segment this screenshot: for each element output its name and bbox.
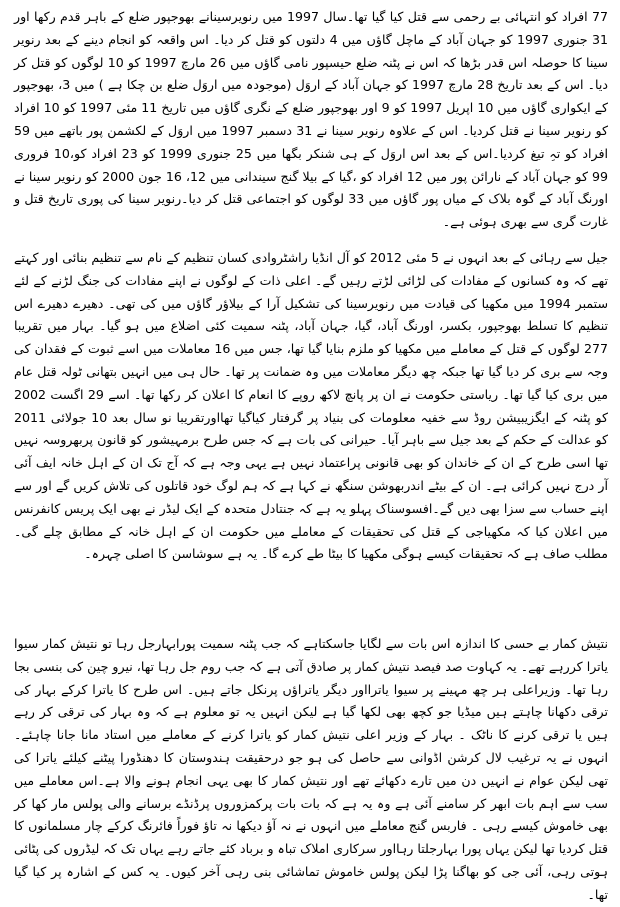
paragraph-nitish-kumar-yatra: نتیش کمار بے حسی کا اندازہ اس بات سے لگایا جاسکتاہے کہ جب پٹنہ سمیت پورابہارجل رہا تو نتیش کمار سیوا یاترا کررہے تھے۔ یہ کہاوت صد فیصد نتیش کمار پر صادق آتی ہے کہ جب روم جل رہا تھا، نیرو چین کی بنسی بجا رہا تھا۔ وزیراعلی ہر چھ مہینے پر سیوا یاترااور دیگر یاتراؤں پرنکل جاتے ہیں۔ اس طرح کا یاترا کرکے بہار کی ترقی دکھانا چاہتے ہیں میڈیا جو کچھ بھی لکھا گیا ہے لیکن انہیں یہ تو معلوم ہے کہ وہ بہار کی ترقی کر رہے ہیں یا ترقی کرنے کا ناٹک ۔ بہار کے وزیر اعلی نتیش کمار کو یاترا کرنے کے معاملے میں استاد مانا جانا چاہئے۔انہوں نے یہ ترغیب لال کرشن اڈوانی سے حاصل کی ہو جو درحقیقت ہندوستان کا دھنڈورا پیٹنے کیلئے یاترا کی تھی لیکن عوام نے انہیں دن میں تارے دکھائے تھے اور نتیش کمار کا بھی یہی انجام ہونے والا ہے۔اس معاملے میں سب سے اہم بات ابھر کر سامنے آئی ہے وہ یہ ہے کہ بات بات پرکمزوروں پرڈنڈے برسانے والی پولس مار کھا کر بھی خاموش کیسے رہی ۔ فاربس گنج معاملے میں انہوں نے نہ آؤ دیکھا نہ تاؤ فوراً فائرنگ کرکے چار مسلمانوں کا قتل کردیا تھا لیکن یہاں پورا بہارجلتا رہااور سرکاری املاک تباہ و برباد کئے جاتے رہے یہاں تک کہ لیڈروں کی پٹائی ہوتی رہی، آئی جی کو بھاگنا پڑا لیکن پولس خاموش تماشائی بنی رہی آخر کیوں۔ یہ کس کے اشارہ پر کیا گیا تھا۔ [14,636,608,902]
paragraph-mukhiya-organization: جیل سے رہائی کے بعد انہوں نے 5 مئی 2012 کو آل انڈیا راشٹروادی کسان تنظیم کے نام سے تنظیم بنائی اور کہتے تھے کہ وہ کسانوں کے مفادات کی لڑائی لڑتے رہیں گے۔ اعلی ذات کے لوگوں نے اپنے مفادات کی جنگ لڑنے کے لئے ستمبر 1994 میں مکھیا کی قیادت میں رنویرسینا کی تشکیل آرا کے بیلاؤر گاؤں میں کی تھی۔ دھیرے دھیرے اس تنظیم کا تسلط بھوجپور، بکسر، اورنگ آباد، گیا، جہان آباد، پٹنہ سمیت کئی اضلاع میں ہو گیا۔ بہار میں تقریبا 277 لوگوں کے قتل کے معاملے میں مکھیا کو ملزم بنایا گیا تھا، جس میں 16 معاملات میں اسے ثبوت کے فقدان کی وجہ سے بری کر دیا گیا تھا جبکہ چھ دیگر معاملات میں وہ ضمانت پر تھا۔ حال ہی میں انہیں بتھانی ٹولہ قتل عام میں بری کیا گیا تھا۔ ریاستی حکومت نے ان پر پانچ لاکھ روپے کا انعام کا اعلان کر رکھا تھا۔ اسے 29 اگست 2002 کو پٹنہ کے ایگزیبیشن روڈ سے خفیہ معلومات کی بنیاد پر گرفتار کیاگیا تھااورتقریبا نو سال بعد 10 جولائی 2011 کو عدالت کے حکم کے بعد جیل سے باہر آیا۔ حیرانی کی بات ہے کہ جس طرح برمہیشور کو قانون پربھروسہ نہیں تھا اسی طرح کے ان کے خاندان کو بھی قانونی پراعتماد نہیں ہے یہی وجہ ہے کہ آج تک ان کے اہل خانہ ایف آئی آر درج نہیں کرائی ہے۔ ان کے بیٹے اندربھوشن سنگھ نے کہا ہے کہ ہم لوگ خود قاتلوں کی تلاش کریں گے اور سے اپنے حساب سے سزا بھی دیں گے۔افسوسناک پہلو یہ ہے کہ جنتادل متحدہ کے ایک لیڈر نے بھی ایک پریس کانفرنس میں اعلان کیا کہ مکھیاجی کے قتل کی تحقیقات کے معاملے میں حکومت ان کے اہل خانہ کے مطابق چلے گی۔ مطلب صاف ہے کہ تحقیقات کیسے ہوگی مکھیا کا بیٹا طے کرے گا۔ یہ ہے سوشاسن کا اصلی چہرہ۔ [14,250,608,562]
paragraph-ranvir-sena-massacres: 77 افراد کو انتہائی بے رحمی سے قتل کیا گیا تھا۔سال 1997 میں رنویرسینانے بھوجپور ضلع کے باہر قدم رکھا اور 31 جنوری 1997 کو جہان آباد کے ماچل گاؤں میں 4 دلتوں کو قتل کر دیا۔ اس واقعہ کو انجام دینے کے بعد رنویر سینا کا حوصلہ اس قدر بڑھا کہ اس نے پٹنہ ضلع حیسپور نامی گاؤں میں 26 مارچ 1997 کو 10 لوگوں کو قتل کر دیا۔ اس کے بعد تاریخ 28 مارچ 1997 کو جہان آباد کے اروَل (موجودہ میں اروَل ضلع بن چکا ہے ) میں 3، بھوجپور کے ایکواری گاؤں میں 10 اپریل 1997 کو 9 اور بھوجپور ضلع کے نگری گاؤں میں تاریخ 11 مئی 1997 کو 10 افراد کو رنویر سینا نے قتل کردیا۔ اس کے علاوہ رنویر سینا نے 31 دسمبر 1997 میں اروَل کے لکشمن پور باتھے میں 59 افراد کو تہِ تیغ کردیا۔اس کے بعد اس اروَل کے ہی شنکر بگھا میں 25 جنوری 1999 کو 23 افراد کو،10 فروری 99 کو جہان آباد کے نارائن پور میں 12 افراد کو ،گیا کے بیلا گنج سیندانی میں 12، 16 جون 2000 کو رنویر سینا نے اورنگ آباد کے گوہ بلاک کے میاں پور گاؤں میں 33 لوگوں کو اجتماعی قتل کر دیا۔رنویر سینا کی پوری تاریخ قتل و غارت گری سے بھری ہوئی ہے۔ [14,9,609,230]
